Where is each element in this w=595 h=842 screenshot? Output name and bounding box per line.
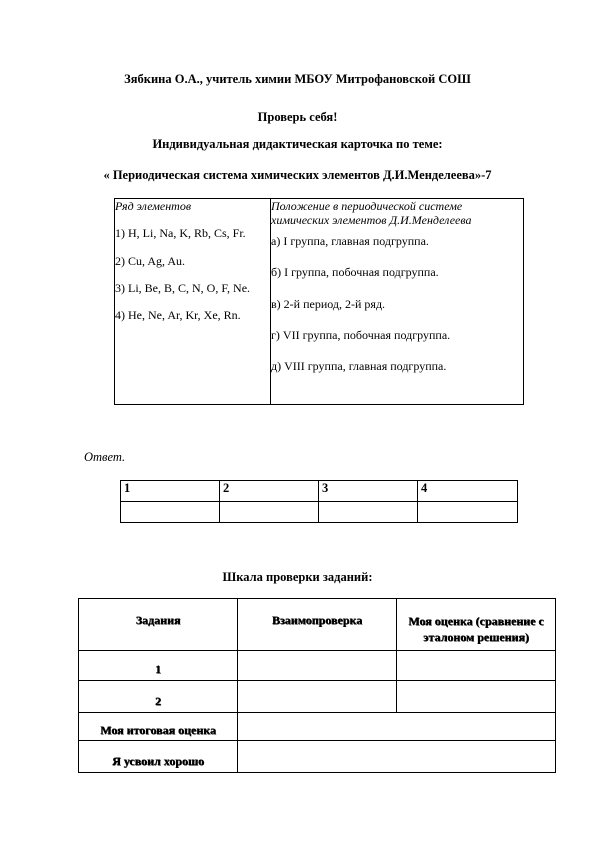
scale-peer-1[interactable] bbox=[238, 651, 397, 681]
positions-header: Положение в периодической системе химических элементов Д.И.Менделеева bbox=[271, 199, 472, 227]
scale-title: Шкала проверки заданий: bbox=[222, 570, 373, 584]
answer-header-3: 3 bbox=[319, 481, 418, 502]
element-row-3: 3) Li, Be, B, C, N, O, F, Ne. bbox=[115, 281, 251, 295]
author-line: Зябкина О.А., учитель химии МБОУ Митрофановской СОШ bbox=[124, 72, 471, 86]
answer-label: Ответ. bbox=[84, 450, 126, 464]
position-a: а) I группа, главная подгруппа. bbox=[271, 234, 429, 248]
element-row-1: 1) H, Li, Na, K, Rb, Cs, Fr. bbox=[115, 226, 246, 240]
scale-header-peer: Взаимопроверка bbox=[238, 599, 397, 651]
scale-header-self: Моя оценка (сравнение с эталоном решения) bbox=[397, 599, 556, 651]
scale-task-1: 1 bbox=[79, 651, 238, 681]
answer-cell-2[interactable] bbox=[220, 502, 319, 523]
answer-header-1: 1 bbox=[121, 481, 220, 502]
element-row-2: 2) Cu, Ag, Au. bbox=[115, 254, 186, 268]
card-title: Индивидуальная дидактическая карточка по теме: bbox=[152, 137, 443, 151]
check-yourself-title: Проверь себя! bbox=[257, 110, 338, 124]
answer-cell-1[interactable] bbox=[121, 502, 220, 523]
elements-header: Ряд элементов bbox=[115, 199, 192, 213]
position-d: г) VII группа, побочная подгруппа. bbox=[271, 328, 451, 342]
position-e: д) VIII группа, главная подгруппа. bbox=[271, 359, 447, 373]
element-row-4: 4) He, Ne, Ar, Kr, Xe, Rn. bbox=[115, 308, 241, 322]
task-table bbox=[114, 198, 524, 405]
positions-column bbox=[271, 199, 524, 405]
scale-task-2: 2 bbox=[79, 681, 238, 713]
answer-table bbox=[120, 480, 518, 523]
scale-self-2[interactable] bbox=[397, 681, 556, 713]
scale-table bbox=[78, 598, 556, 773]
position-b: б) I группа, побочная подгруппа. bbox=[271, 265, 439, 279]
elements-column bbox=[115, 199, 271, 405]
topic-title: « Периодическая система химических элементов Д.И.Менделеева»-7 bbox=[103, 168, 492, 182]
learned-label: Я усвоил хорошо bbox=[79, 741, 238, 773]
answer-header-2: 2 bbox=[220, 481, 319, 502]
answer-cell-4[interactable] bbox=[418, 502, 518, 523]
scale-self-1[interactable] bbox=[397, 651, 556, 681]
final-grade-label: Моя итоговая оценка bbox=[79, 713, 238, 741]
learned-cell[interactable] bbox=[238, 741, 556, 773]
answer-header-4: 4 bbox=[418, 481, 518, 502]
answer-cell-3[interactable] bbox=[319, 502, 418, 523]
scale-header-tasks: Задания bbox=[79, 599, 238, 651]
position-c: в) 2-й период, 2-й ряд. bbox=[271, 297, 386, 311]
scale-peer-2[interactable] bbox=[238, 681, 397, 713]
final-grade-cell[interactable] bbox=[238, 713, 556, 741]
